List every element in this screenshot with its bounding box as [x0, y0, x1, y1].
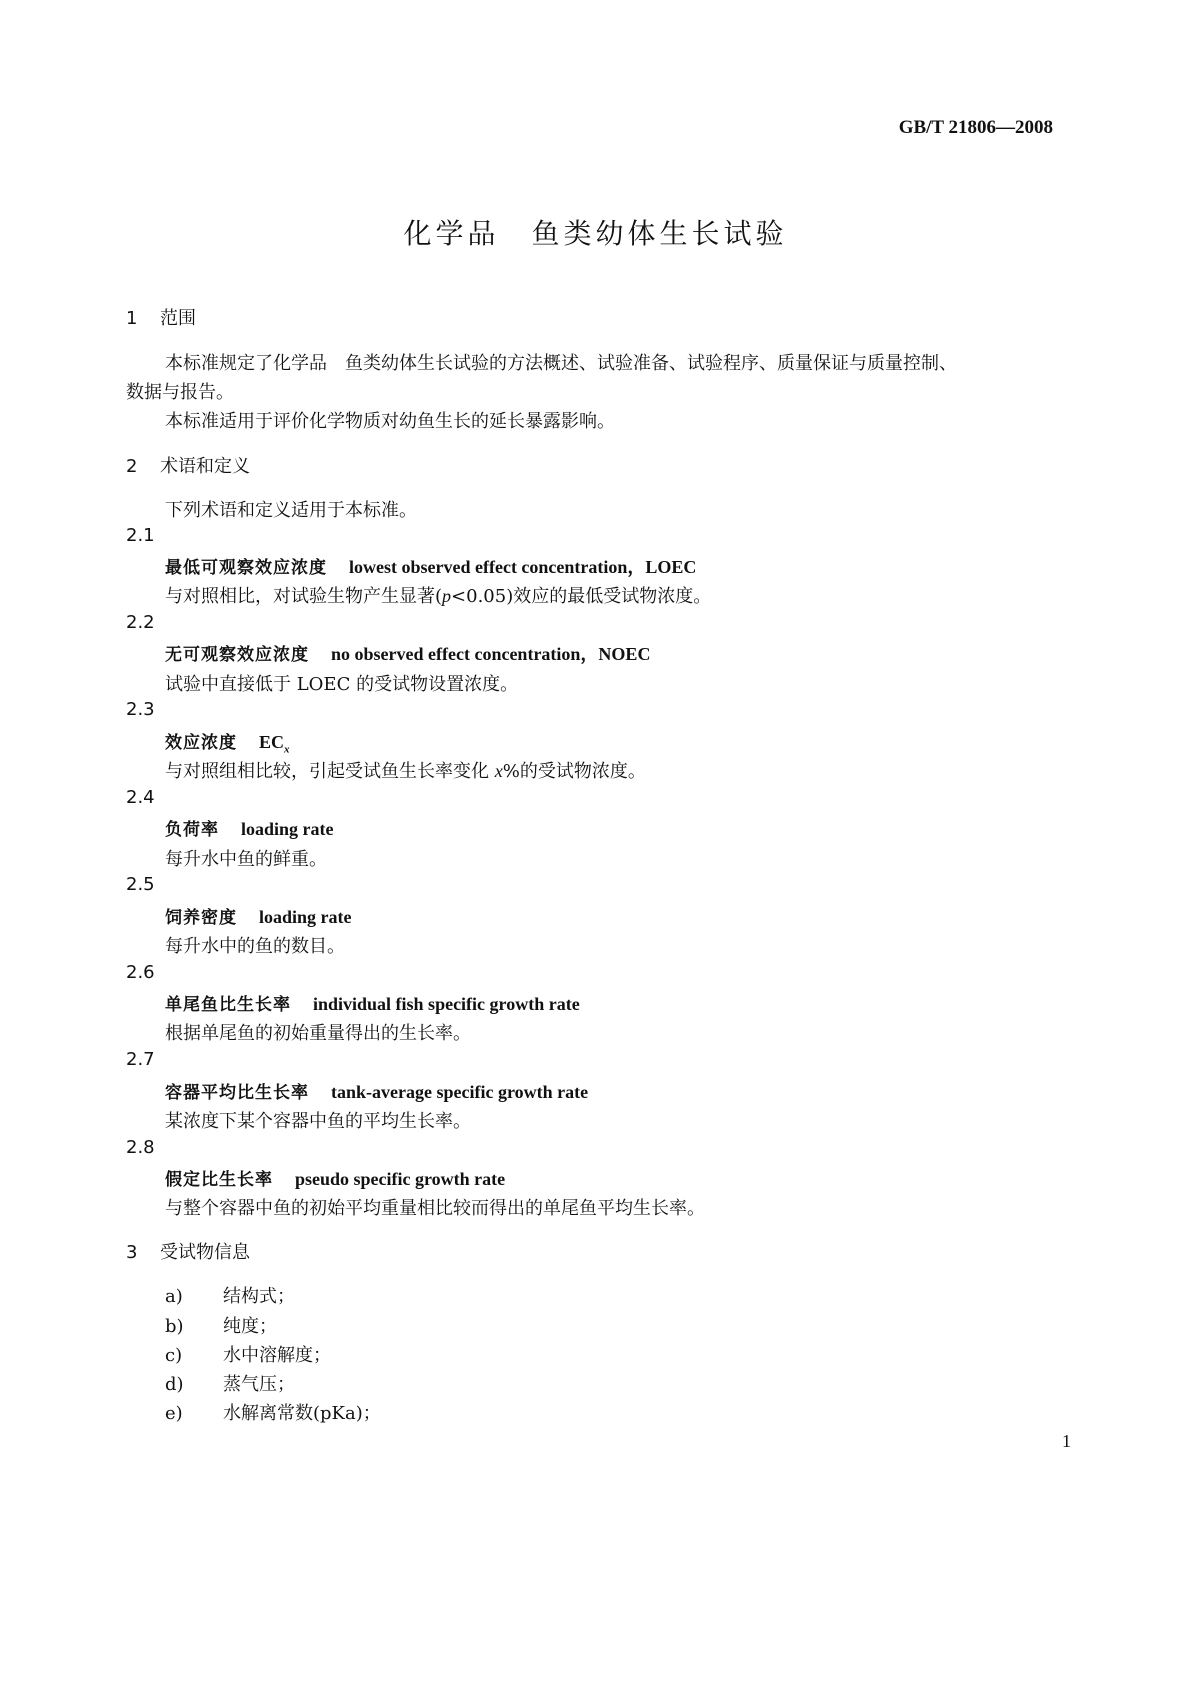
list-item — [165, 1370, 295, 1396]
paragraph: 本标准规定了化学品 鱼类幼体生长试验的方法概述、试验准备、试验程序、质量保证与质量控制、 — [165, 353, 957, 374]
term-entry — [165, 553, 696, 579]
list-marker: c) — [165, 1345, 183, 1366]
term-number: 2.2 — [126, 612, 155, 633]
definition-text: 与对照相比，对试验生物产生显著( — [165, 586, 443, 607]
term-entry — [165, 640, 650, 666]
list-item — [165, 1399, 381, 1425]
term-en: tank-average specific growth rate — [331, 1082, 589, 1102]
term-zh: 最低可观察效应浓度 — [165, 558, 327, 578]
list-text: 蒸气压； — [223, 1374, 295, 1395]
list-item — [165, 1312, 277, 1338]
term-number: 2.5 — [126, 874, 155, 895]
definition-variable: p — [442, 586, 452, 606]
term-definition: 某浓度下某个容器中鱼的平均生长率。 — [165, 1111, 471, 1132]
standard-code: GB/T 21806—2008 — [898, 117, 1053, 138]
term-en: individual fish specific growth rate — [313, 994, 580, 1014]
paragraph: 本标准适用于评价化学物质对幼鱼生长的延长暴露影响。 — [165, 411, 615, 432]
definition-text: <0.05)效应的最低受试物浓度。 — [451, 586, 712, 607]
paragraph: 数据与报告。 — [126, 382, 234, 403]
term-number: 2.1 — [126, 525, 155, 546]
term-definition: 根据单尾鱼的初始重量得出的生长率。 — [165, 1023, 471, 1044]
term-zh: 饲养密度 — [165, 908, 237, 928]
term-zh: 假定比生长率 — [165, 1170, 273, 1190]
section-number: 1 — [126, 308, 138, 329]
list-marker: d) — [165, 1374, 184, 1395]
term-number: 2.3 — [126, 699, 155, 720]
definition-text: 与对照组相比较，引起受试鱼生长率变化 — [165, 761, 495, 782]
term-number: 2.6 — [126, 962, 155, 983]
term-number: 2.7 — [126, 1049, 155, 1070]
term-entry — [165, 903, 352, 928]
term-definition: 每升水中鱼的鲜重。 — [165, 849, 327, 870]
list-marker: a) — [165, 1286, 183, 1307]
term-definition — [165, 757, 646, 783]
term-entry — [165, 728, 290, 756]
term-en: loading rate — [259, 907, 352, 927]
section-title: 术语和定义 — [160, 456, 250, 477]
list-item — [165, 1341, 331, 1367]
section-number: 2 — [126, 456, 138, 477]
term-entry — [165, 1165, 505, 1190]
section-3-heading — [126, 1238, 250, 1264]
list-marker: e) — [165, 1403, 183, 1424]
term-zh: 容器平均比生长率 — [165, 1083, 309, 1103]
page-number: 1 — [1062, 1431, 1071, 1451]
term-en: pseudo specific growth rate — [295, 1169, 506, 1189]
term-entry — [165, 1078, 588, 1103]
term-definition: 与整个容器中鱼的初始平均重量相比较而得出的单尾鱼平均生长率。 — [165, 1198, 705, 1219]
list-text: 水解离常数(pKa)； — [223, 1403, 381, 1424]
term-number: 2.8 — [126, 1137, 155, 1158]
paragraph: 下列术语和定义适用于本标准。 — [165, 500, 417, 521]
section-1-heading — [126, 304, 196, 330]
term-zh: 单尾鱼比生长率 — [165, 995, 291, 1015]
definition-text: %的受试物浓度。 — [502, 761, 646, 782]
term-en: no observed effect concentration，NOEC — [331, 644, 651, 664]
term-en — [259, 732, 290, 756]
section-title: 受试物信息 — [160, 1242, 250, 1263]
list-text: 结构式； — [223, 1286, 295, 1307]
term-en-text: EC — [259, 732, 285, 752]
term-zh: 负荷率 — [165, 820, 219, 840]
term-entry — [165, 990, 580, 1015]
term-zh: 效应浓度 — [165, 733, 237, 753]
term-en: loading rate — [241, 819, 334, 839]
term-en-subscript: x — [284, 743, 290, 756]
section-number: 3 — [126, 1242, 138, 1263]
document-title: 化学品 鱼类幼体生长试验 — [403, 217, 788, 250]
list-item — [165, 1282, 295, 1308]
term-definition: 每升水中的鱼的数目。 — [165, 936, 345, 957]
term-entry — [165, 815, 334, 840]
term-number: 2.4 — [126, 787, 155, 808]
term-en: lowest observed effect concentration，LOEC — [349, 557, 697, 577]
section-title: 范围 — [160, 308, 196, 329]
term-zh: 无可观察效应浓度 — [165, 645, 309, 665]
section-2-heading — [126, 452, 250, 478]
list-marker: b) — [165, 1316, 184, 1337]
definition-variable: x — [494, 761, 503, 781]
term-definition — [165, 582, 711, 608]
list-text: 纯度； — [223, 1316, 277, 1337]
term-definition: 试验中直接低于 LOEC 的受试物设置浓度。 — [165, 674, 519, 695]
list-text: 水中溶解度； — [223, 1345, 331, 1366]
